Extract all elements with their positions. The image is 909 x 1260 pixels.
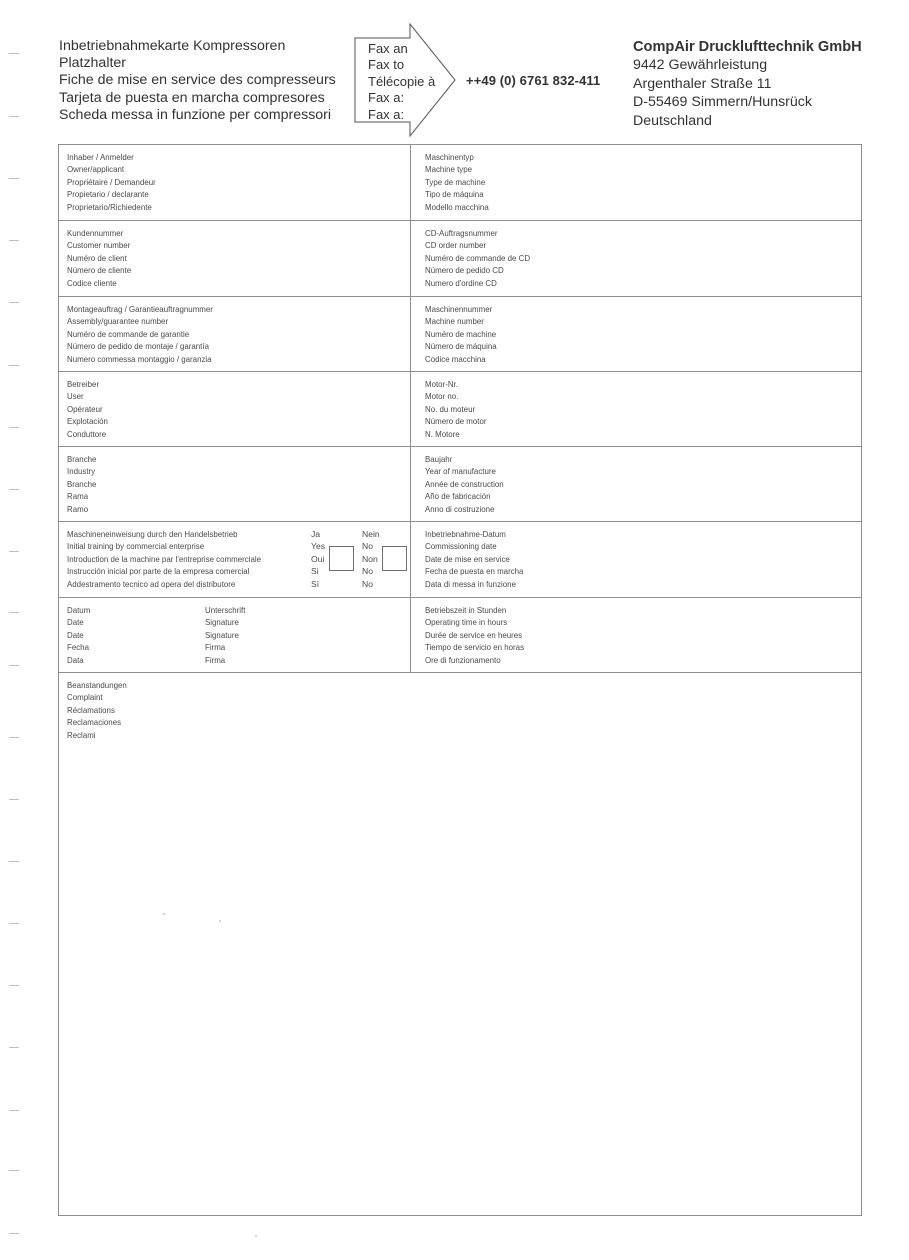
title-it: Scheda messa in funzione per compressori (59, 106, 332, 123)
no-label (362, 528, 380, 590)
label-fr: Type de machine (425, 176, 486, 187)
label-en: Assembly/guarantee number (67, 316, 169, 327)
street: Argenthaler Straße 11 (633, 75, 772, 92)
industry-label (67, 453, 96, 515)
company-name: CompAir Drucklufttechnik GmbH (633, 39, 862, 55)
customer-number-field[interactable] (59, 221, 411, 296)
recipient-address (633, 38, 862, 130)
machine-number-field[interactable] (411, 297, 861, 371)
fax-labels (368, 41, 435, 123)
label-es: Propietario / declarante (67, 189, 149, 200)
fax-number: ++49 (0) 6761 832-411 (466, 73, 601, 88)
form-row-industry-year (59, 447, 861, 522)
label-fr: Propriétaire / Demandeur (67, 176, 156, 187)
label-it: Reclami (67, 729, 96, 740)
label-it: Addestramento tecnico ad opera del distributore (67, 578, 236, 589)
label-it: Codice macchina (425, 353, 486, 364)
date-signature-field[interactable] (59, 598, 411, 672)
form-row-user-motor (59, 372, 861, 447)
document-title (59, 38, 336, 124)
margin-tick (9, 1170, 19, 1171)
label-fr: Introduction de la machine par l'entreprise commerciale (67, 553, 261, 564)
form-row-customer-cd-order (59, 221, 861, 297)
label-de: Betreiber (67, 379, 100, 389)
assembly-number-field[interactable] (59, 297, 411, 371)
label-en: Industry (67, 466, 96, 477)
label-es: Rama (67, 491, 89, 502)
yes-label (311, 528, 325, 590)
label-de: Maschineneinweisung durch den Handelsbetrieb (67, 529, 238, 539)
label-en: Signature (205, 617, 239, 628)
label-en: No (362, 541, 373, 552)
label-en: Owner/applicant (67, 164, 125, 175)
label-en: CD order number (425, 240, 487, 251)
label-it: Sì (311, 578, 320, 589)
fax-label-es: Fax a: (368, 90, 405, 106)
label-it: Ramo (67, 503, 89, 514)
form-row-date-signature-hours (59, 598, 861, 673)
label-es: Explotación (67, 416, 108, 427)
label-it: Codice cliente (67, 277, 117, 288)
label-es: Número de máquina (425, 341, 497, 352)
label-en: Machine number (425, 316, 484, 327)
label-de: Inbetriebnahme-Datum (425, 529, 506, 539)
user-field[interactable] (59, 372, 411, 446)
owner-field[interactable] (59, 145, 411, 220)
label-it: Numero d'ordine CD (425, 277, 497, 288)
label-it: Data di messa in funzione (425, 578, 516, 589)
label-fr: Numéro de commande de garantie (67, 328, 190, 339)
city: D-55469 Simmern/Hunsrück (633, 94, 812, 111)
cd-order-number-field[interactable] (411, 221, 861, 296)
label-de: Branche (67, 454, 97, 464)
label-es: Fecha de puesta en marcha (425, 566, 524, 577)
training-yes-checkbox[interactable] (329, 546, 354, 571)
margin-tick (9, 240, 19, 241)
machine-type-label (425, 151, 489, 213)
country: Deutschland (633, 112, 712, 129)
label-it: N. Motore (425, 428, 460, 439)
margin-tick (9, 861, 19, 862)
label-fr: Non (362, 553, 378, 564)
label-en: Year of manufacture (425, 466, 496, 477)
label-en: Machine type (425, 164, 473, 175)
operating-hours-field[interactable] (411, 598, 861, 672)
label-it: Data (67, 654, 84, 665)
commissioning-date-label (425, 528, 523, 590)
fax-label-it: Fax a: (368, 106, 405, 122)
training-no-checkbox[interactable] (382, 546, 407, 571)
margin-tick (9, 489, 19, 490)
margin-tick (9, 1233, 19, 1234)
label-es: No (362, 566, 373, 577)
margin-tick (9, 302, 19, 303)
label-fr: Durée de service en heures (425, 629, 523, 640)
cd-order-number-label (425, 227, 530, 289)
label-fr: Signature (205, 629, 239, 640)
label-de: Kundennummer (67, 228, 124, 238)
label-es: Tiempo de servicio en horas (425, 642, 525, 653)
complaint-label (67, 679, 127, 741)
margin-tick (9, 665, 19, 666)
label-en: User (67, 391, 84, 402)
label-de: Ja (311, 529, 321, 539)
label-fr: Branche (67, 478, 97, 489)
label-de: Unterschrift (205, 605, 246, 615)
motor-number-field[interactable] (411, 372, 861, 446)
label-en: Initial training by commercial enterprise (67, 541, 205, 552)
customer-number-label (67, 227, 131, 289)
signature-label (205, 604, 245, 666)
margin-tick (9, 1047, 19, 1048)
label-es: Si (311, 566, 319, 577)
label-en: Motor no. (425, 391, 459, 402)
label-es: Número de pedido de montaje / garantía (67, 341, 209, 352)
margin-tick (9, 178, 19, 179)
fax-arrow (354, 23, 458, 138)
form-row-owner-machine-type (59, 145, 861, 221)
label-it: Numero commessa montaggio / garanzia (67, 353, 212, 364)
scan-speck (163, 913, 165, 915)
label-de: Maschinentyp (425, 152, 474, 162)
industry-field[interactable] (59, 447, 411, 521)
label-fr: Numéro de commande de CD (425, 252, 531, 263)
owner-label (67, 151, 156, 213)
label-it: No (362, 578, 373, 589)
label-fr: Opérateur (67, 403, 103, 414)
initial-training-label (67, 528, 261, 590)
label-de: Montageauftrag / Garantieauftragnummer (67, 304, 213, 314)
margin-tick (9, 923, 19, 924)
fax-label-en: Fax to (368, 57, 405, 73)
initial-training-field (59, 522, 411, 597)
label-it: Conduttore (67, 428, 107, 439)
title-fr: Fiche de mise en service des compresseurs (59, 72, 336, 89)
label-es: Número de cliente (67, 265, 132, 276)
form-row-assembly-machine-number (59, 297, 861, 372)
margin-tick (9, 1110, 19, 1111)
title-de: Inbetriebnahmekarte Kompressoren (59, 38, 286, 54)
label-fr: Numéro de machine (425, 328, 497, 339)
label-it: Modello macchina (425, 201, 489, 212)
margin-tick (9, 985, 19, 986)
label-en: Commissioning date (425, 541, 497, 552)
label-en: Operating time in hours (425, 617, 508, 628)
label-de: CD-Auftragsnummer (425, 228, 498, 238)
label-es: Número de motor (425, 416, 487, 427)
label-fr: Date (67, 629, 84, 640)
label-es: Año de fabricación (425, 491, 491, 502)
complaint-field[interactable] (59, 673, 861, 1216)
label-en: Date (67, 617, 84, 628)
label-en: Yes (311, 541, 326, 552)
fax-label-fr: Télécopie à (368, 73, 436, 89)
scan-speck (255, 1235, 257, 1237)
margin-tick (9, 737, 19, 738)
label-de: Beanstandungen (67, 680, 127, 690)
scan-speck (219, 920, 221, 922)
date-label (67, 604, 90, 666)
form-row-training-commissioning (59, 522, 861, 598)
label-es: Fecha (67, 642, 89, 653)
label-it: Anno di costruzione (425, 503, 495, 514)
label-es: Instrucción inicial por parte de la empresa comercial (67, 566, 250, 577)
margin-tick (9, 116, 19, 117)
fax-label-de: Fax an (368, 41, 408, 56)
machine-type-field[interactable] (411, 145, 861, 220)
motor-number-label (425, 378, 487, 440)
label-fr: Numéro de client (67, 252, 127, 263)
label-fr: Oui (311, 553, 325, 564)
title-es: Tarjeta de puesta en marcha compresores (59, 89, 325, 106)
label-it: Proprietario/Richiedente (67, 201, 152, 212)
department: 9442 Gewährleistung (633, 57, 768, 74)
label-en: Complaint (67, 692, 103, 703)
label-de: Nein (362, 529, 380, 539)
label-de: Baujahr (425, 454, 453, 464)
margin-tick (9, 799, 19, 800)
label-it: Ore di funzionamento (425, 654, 501, 665)
machine-number-label (425, 303, 497, 365)
margin-tick (9, 365, 19, 366)
label-de: Betriebszeit in Stunden (425, 605, 507, 615)
margin-tick (9, 612, 19, 613)
label-es: Reclamaciones (67, 717, 122, 728)
label-fr: Date de mise en service (425, 553, 510, 564)
user-label (67, 378, 108, 440)
margin-tick (9, 427, 19, 428)
operating-hours-label (425, 604, 524, 666)
label-en: Customer number (67, 240, 131, 251)
label-de: Datum (67, 605, 91, 615)
year-of-manufacture-field[interactable] (411, 447, 861, 521)
margin-tick (9, 551, 19, 552)
label-de: Maschinennummer (425, 304, 493, 314)
label-fr: Année de construction (425, 478, 504, 489)
label-fr: No. du moteur (425, 403, 476, 414)
year-of-manufacture-label (425, 453, 504, 515)
label-it: Firma (205, 654, 226, 665)
label-es: Número de pedido CD (425, 265, 504, 276)
label-es: Tipo de máquina (425, 189, 484, 200)
commissioning-form (58, 144, 862, 1216)
title-en: Platzhalter (59, 55, 127, 72)
label-de: Motor-Nr. (425, 379, 458, 389)
label-de: Inhaber / Anmelder (67, 152, 134, 162)
label-es: Firma (205, 642, 226, 653)
margin-tick (9, 53, 19, 54)
label-fr: Réclamations (67, 704, 115, 715)
commissioning-date-field[interactable] (411, 522, 861, 597)
assembly-number-label (67, 303, 213, 365)
